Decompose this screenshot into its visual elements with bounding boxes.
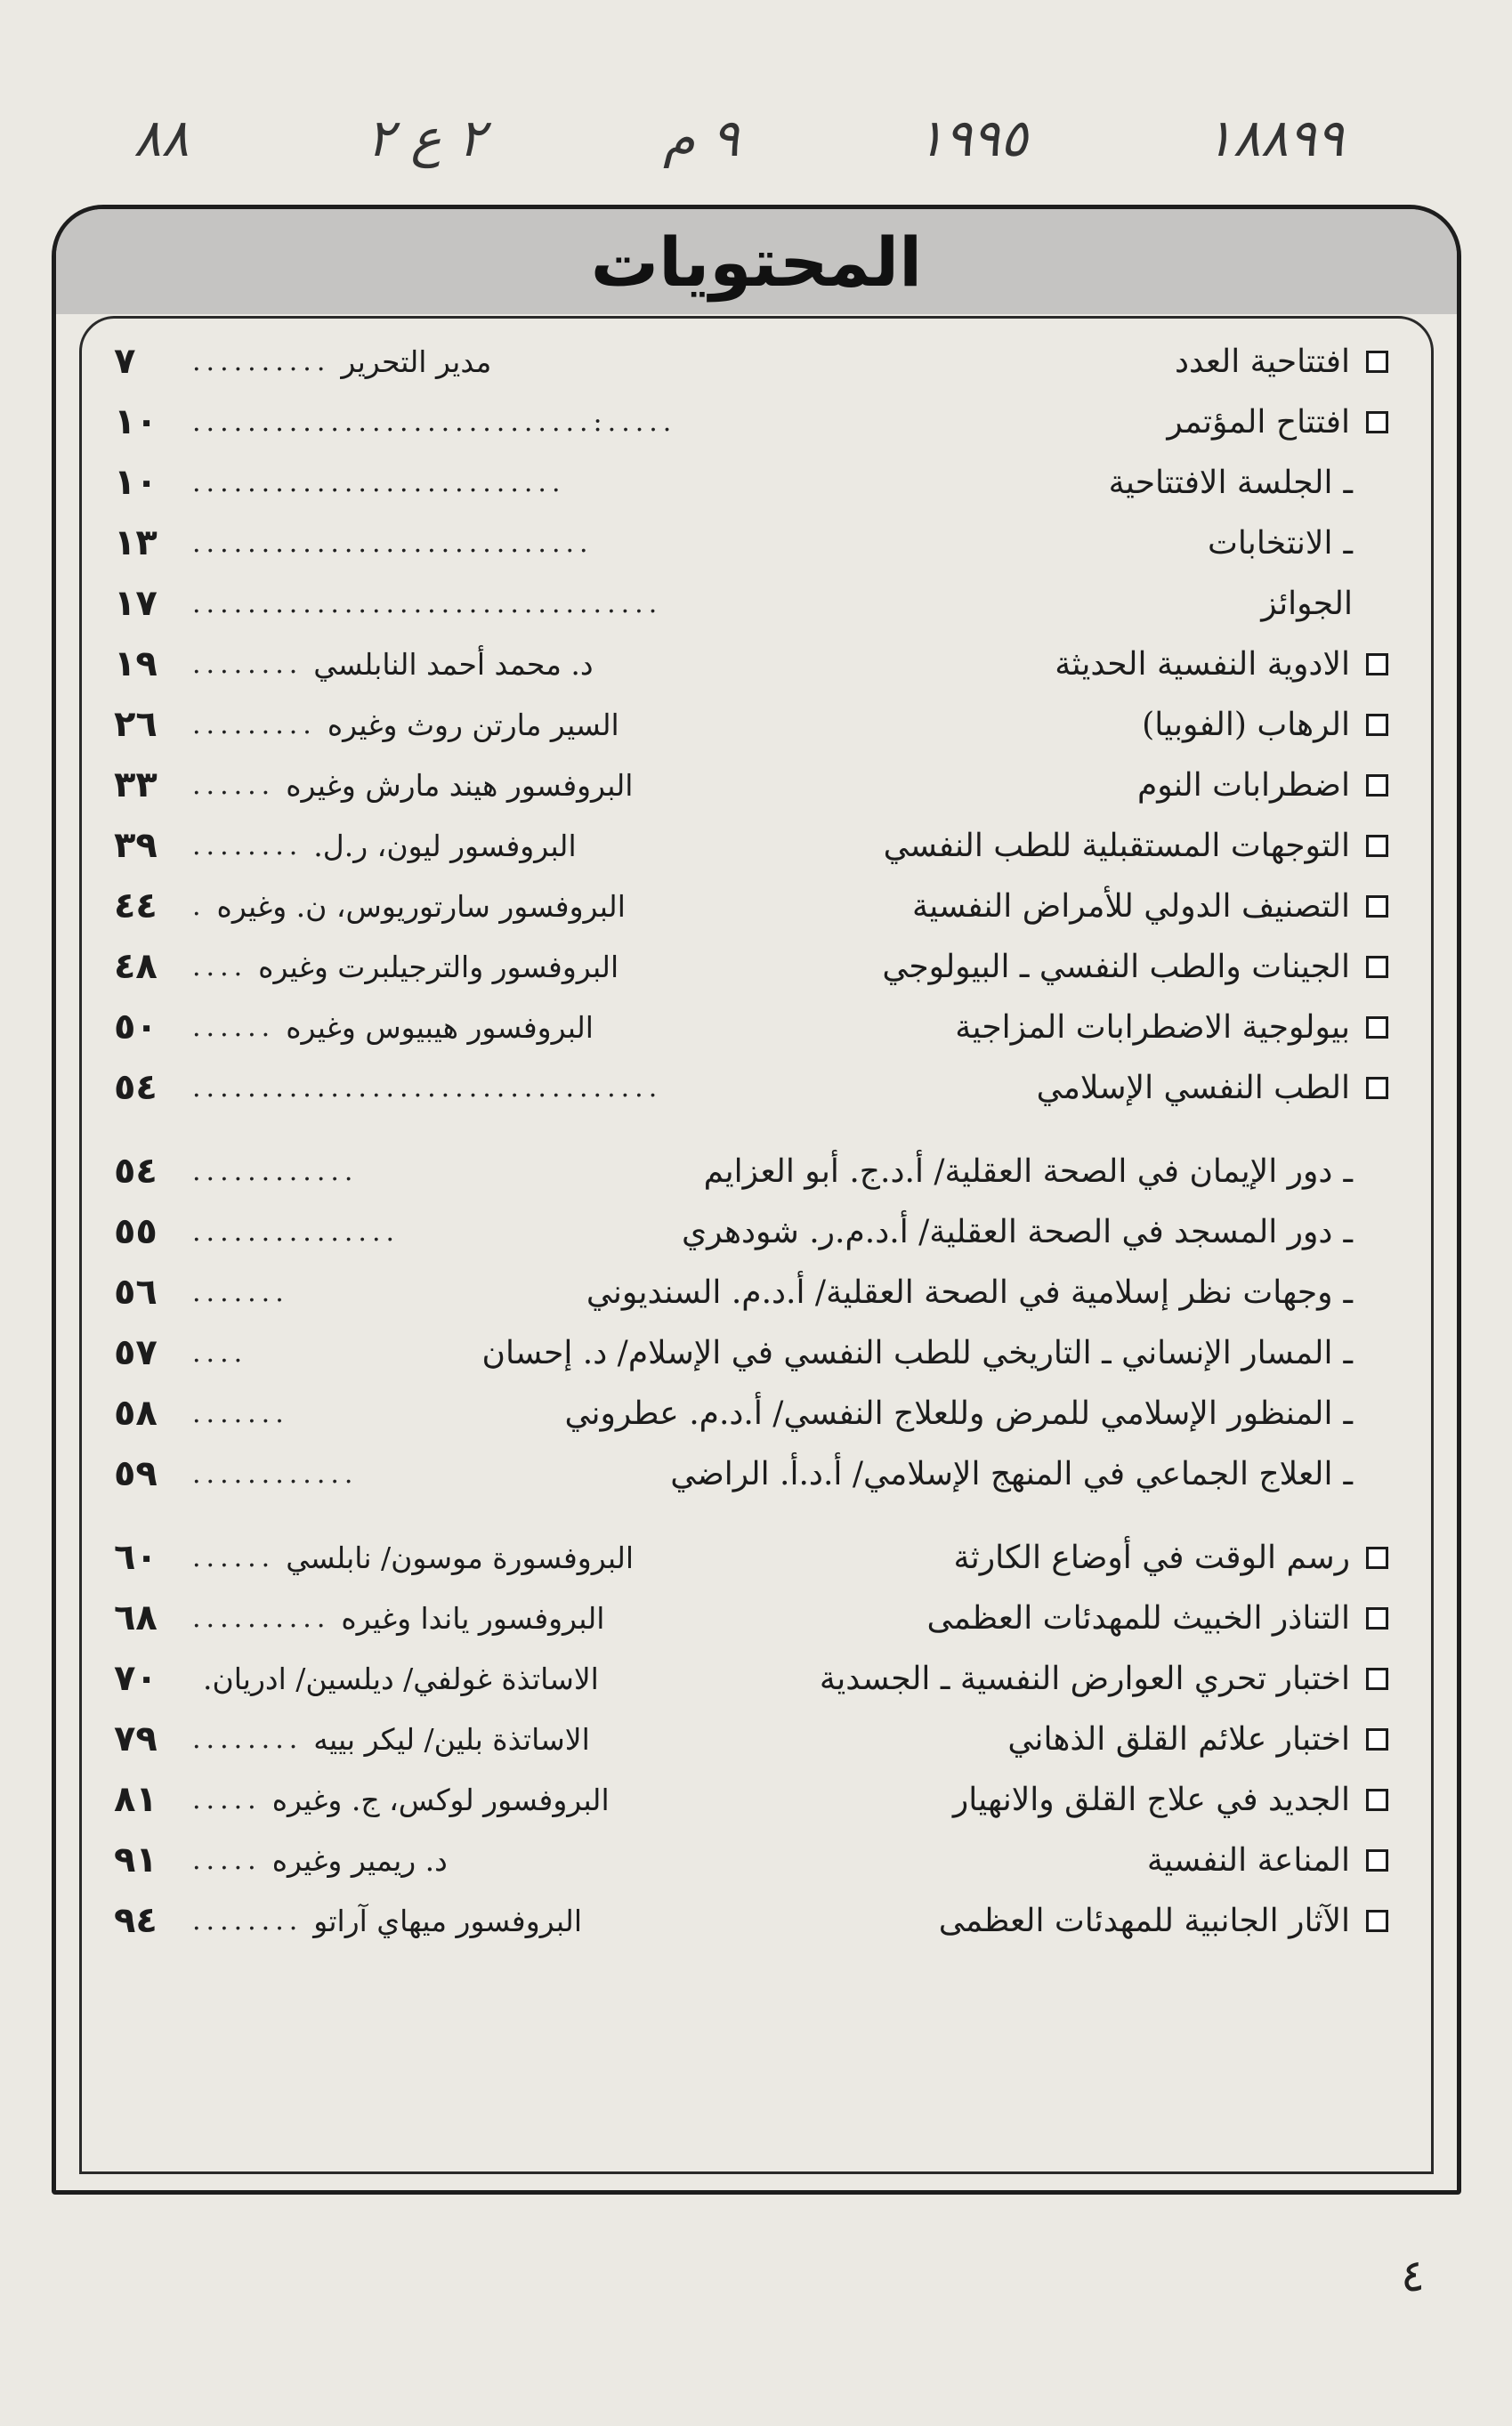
checkbox-icon	[1366, 351, 1388, 373]
entry-title: الرهاب (الفوبيا)	[1142, 706, 1350, 743]
leader-dots: ..................................	[192, 1071, 663, 1104]
dash-marker: ـ	[1343, 1334, 1353, 1371]
entry-title: بيولوجية الاضطرابات المزاجية	[955, 1008, 1350, 1046]
entry-author: البروفسور ياندا وغيره	[341, 1600, 605, 1636]
checkbox-icon	[1366, 956, 1388, 978]
entry-author: الاساتذة غولفي/ ديلسين/ ادريان.	[203, 1661, 599, 1696]
dash-marker: ـ	[1343, 464, 1353, 501]
note-4: ١٨٨٩٩	[1205, 108, 1344, 168]
leader-dots: ...........................	[192, 466, 566, 498]
leader-dots: .............................	[192, 527, 594, 559]
leader-dots: ........	[192, 648, 303, 680]
entry-title: المنظور الإسلامي للمرض وللعلاج النفسي/ أ.د.م. عطروني	[564, 1395, 1333, 1432]
leader-dots: ........	[192, 1723, 303, 1755]
leader-dots: ......	[192, 769, 276, 801]
entry-page: ٦٠	[114, 1537, 158, 1578]
toc-entry[interactable]	[114, 1830, 1388, 1890]
dash-marker: ـ	[1343, 1395, 1353, 1432]
entry-title: رسم الوقت في أوضاع الكارثة	[953, 1539, 1350, 1576]
entry-page: ٧	[114, 341, 136, 382]
leader-dots: ........	[192, 1904, 303, 1937]
leader-dots: ......	[192, 1011, 276, 1043]
leader-dots: ............	[192, 1458, 359, 1490]
entry-page: ٣٩	[114, 825, 158, 866]
leader-dots: ...............	[192, 1216, 400, 1248]
checkbox-icon	[1366, 835, 1388, 857]
toc-entry[interactable]	[114, 1648, 1388, 1709]
entry-author: الاساتذة بلين/ ليكر بييه	[313, 1721, 590, 1757]
page-title: المحتويات	[590, 222, 923, 302]
checkbox-icon	[1366, 1077, 1388, 1099]
note-2: ٩ م	[663, 108, 740, 168]
checkbox-icon	[1366, 714, 1388, 736]
page-number: ٤	[1401, 2250, 1425, 2301]
entry-page: ٣٣	[114, 764, 158, 805]
entry-author: البروفسورة موسون/ نابلسي	[286, 1540, 635, 1575]
entry-title: التصنيف الدولي للأمراض النفسية	[911, 887, 1350, 925]
checkbox-icon	[1366, 1547, 1388, 1569]
entry-page: ٥٠	[114, 1007, 158, 1047]
toc-entry[interactable]	[114, 1057, 1388, 1118]
leader-dots: .........	[192, 708, 317, 740]
toc-entry[interactable]	[114, 634, 1388, 694]
checkbox-icon	[1366, 1789, 1388, 1811]
toc-entry[interactable]	[114, 1141, 1388, 1201]
entry-page: ٧٠	[114, 1658, 158, 1699]
checkbox-icon	[1366, 1728, 1388, 1751]
checkbox-icon	[1366, 411, 1388, 433]
entry-page: ١٩	[114, 643, 158, 684]
checkbox-icon	[1366, 1910, 1388, 1932]
checkbox-icon	[1366, 653, 1388, 675]
entry-page: ٦٨	[114, 1597, 158, 1638]
entry-page: ٤٤	[114, 885, 158, 926]
toc-entry[interactable]	[114, 1769, 1388, 1830]
entry-title: العلاج الجماعي في المنهج الإسلامي/ أ.د.أ. الراضي	[670, 1455, 1333, 1492]
leader-dots: ..........	[192, 1602, 331, 1634]
entry-page: ٧٩	[114, 1718, 158, 1759]
toc-entry[interactable]	[114, 392, 1388, 452]
entry-page: ١٠	[114, 462, 158, 503]
handwritten-header	[133, 85, 1344, 191]
entry-page: ٥٩	[114, 1453, 158, 1494]
checkbox-icon	[1366, 895, 1388, 918]
entry-page: ١٣	[114, 522, 158, 563]
toc-list	[114, 331, 1388, 1951]
toc-entry[interactable]	[114, 1443, 1388, 1504]
entry-author: مدير التحرير	[341, 344, 492, 379]
entry-page: ١٧	[114, 583, 158, 624]
dash-marker: ـ	[1343, 524, 1353, 562]
entry-author: د. ريمير وغيره	[271, 1842, 448, 1878]
toc-entry[interactable]	[114, 513, 1388, 573]
entry-page: ٥٤	[114, 1067, 158, 1108]
entry-title: الانتخابات	[1207, 524, 1333, 562]
entry-author: البروفسور والترجيلبرت وغيره	[258, 949, 619, 984]
leader-dots: ......	[192, 1541, 276, 1573]
dash-marker: ـ	[1343, 1274, 1353, 1311]
entry-author: البروفسور ليون، ر.ل.	[313, 828, 577, 863]
toc-entry[interactable]	[114, 331, 1388, 392]
leader-dots: .	[192, 890, 206, 922]
leader-dots: .............................:.....	[192, 406, 677, 438]
dash-marker: ـ	[1343, 1152, 1353, 1190]
leader-dots: ........	[192, 829, 303, 861]
leader-dots: .......	[192, 1276, 289, 1308]
checkbox-icon	[1366, 1607, 1388, 1629]
toc-entry[interactable]	[114, 694, 1388, 755]
note-1: ٢ ع ٢	[366, 108, 486, 168]
entry-author: د. محمد أحمد النابلسي	[313, 646, 594, 682]
toc-entry[interactable]	[114, 997, 1388, 1057]
entry-author: البروفسور سارتوريوس، ن. وغيره	[216, 888, 626, 924]
entry-page: ٥٥	[114, 1211, 158, 1252]
checkbox-icon	[1366, 1668, 1388, 1690]
toc-entry[interactable]	[114, 1201, 1388, 1262]
entry-title: الجينات والطب النفسي ـ البيولوجي	[882, 948, 1350, 985]
toc-entry[interactable]	[114, 1383, 1388, 1443]
entry-title: اضطرابات النوم	[1136, 766, 1350, 804]
title-band	[56, 209, 1457, 314]
entry-author: البروفسور هيبيوس وغيره	[286, 1009, 594, 1045]
toc-entry[interactable]	[114, 815, 1388, 876]
entry-title: المناعة النفسية	[1146, 1841, 1350, 1879]
entry-author: السير مارتن روث وغيره	[327, 707, 619, 742]
toc-entry[interactable]	[114, 755, 1388, 815]
toc-entry[interactable]	[114, 1322, 1388, 1383]
group-separator	[114, 1118, 1388, 1141]
entry-page: ١٠	[114, 401, 158, 442]
entry-page: ٢٦	[114, 704, 158, 745]
entry-title: المسار الإنساني ـ التاريخي للطب النفسي في الإسلام/ د. إحسان	[481, 1334, 1333, 1371]
entry-author: البروفسور هيند مارش وغيره	[286, 767, 634, 803]
toc-entry[interactable]	[114, 1709, 1388, 1769]
checkbox-icon	[1366, 1849, 1388, 1872]
leader-dots: ....	[192, 950, 248, 983]
toc-entry[interactable]	[114, 1588, 1388, 1648]
contents-panel	[79, 316, 1434, 2174]
entry-title: دور الإيمان في الصحة العقلية/ أ.د.ج. أبو العزايم	[703, 1152, 1333, 1190]
toc-entry[interactable]	[114, 452, 1388, 513]
leader-dots: .....	[192, 1844, 262, 1876]
toc-entry[interactable]	[114, 876, 1388, 936]
entry-page: ٥٤	[114, 1151, 158, 1192]
entry-title: اختبار علائم القلق الذهاني	[1007, 1720, 1350, 1758]
leader-dots: .......	[192, 1397, 289, 1429]
group-separator	[114, 1504, 1388, 1527]
entry-page: ٩٤	[114, 1900, 158, 1941]
toc-entry[interactable]	[114, 936, 1388, 997]
leader-dots: ..........	[192, 345, 331, 377]
entry-title: دور المسجد في الصحة العقلية/ أ.د.م.ر. شودهري	[681, 1213, 1333, 1250]
entry-page: ٥٨	[114, 1393, 158, 1434]
entry-page: ٥٧	[114, 1332, 158, 1373]
entry-title: الجلسة الافتتاحية	[1108, 464, 1333, 501]
entry-page: ٤٨	[114, 946, 158, 987]
leader-dots: ............	[192, 1155, 359, 1187]
entry-title: الجديد في علاج القلق والانهيار	[952, 1781, 1350, 1818]
leader-dots: ....	[192, 1337, 248, 1369]
contents-frame	[52, 205, 1461, 2195]
note-0: ٨٨	[133, 108, 190, 168]
toc-entry[interactable]	[114, 1527, 1388, 1588]
dash-marker: ـ	[1343, 1213, 1353, 1250]
entry-title: الطب النفسي الإسلامي	[1036, 1069, 1350, 1106]
entry-title: التوجهات المستقبلية للطب النفسي	[883, 827, 1350, 864]
entry-author: البروفسور ميهاي آراتو	[313, 1903, 583, 1938]
entry-page: ٥٦	[114, 1272, 158, 1313]
entry-title: الادوية النفسية الحديثة	[1055, 645, 1350, 683]
entry-title: افتتاح المؤتمر	[1167, 403, 1350, 441]
entry-page: ٩١	[114, 1840, 158, 1880]
toc-entry[interactable]	[114, 573, 1388, 634]
entry-title: الآثار الجانبية للمهدئات العظمى	[938, 1902, 1350, 1939]
checkbox-icon	[1366, 774, 1388, 797]
entry-title: اختبار تحري العوارض النفسية ـ الجسدية	[819, 1660, 1350, 1697]
entry-title: التناذر الخبيث للمهدئات العظمى	[926, 1599, 1350, 1637]
dash-marker: ـ	[1343, 1455, 1353, 1492]
checkbox-icon	[1366, 1016, 1388, 1039]
entry-title: الجوائز	[1261, 585, 1353, 622]
entry-author: البروفسور لوكس، ج. وغيره	[271, 1782, 610, 1817]
toc-entry[interactable]	[114, 1262, 1388, 1322]
leader-dots: ..................................	[192, 587, 663, 619]
note-3: ١٩٩٥	[917, 108, 1028, 168]
entry-page: ٨١	[114, 1779, 158, 1820]
toc-entry[interactable]	[114, 1890, 1388, 1951]
leader-dots: .....	[192, 1783, 262, 1815]
entry-title: وجهات نظر إسلامية في الصحة العقلية/ أ.د.م. السنديوني	[586, 1274, 1333, 1311]
entry-title: افتتاحية العدد	[1174, 343, 1350, 380]
